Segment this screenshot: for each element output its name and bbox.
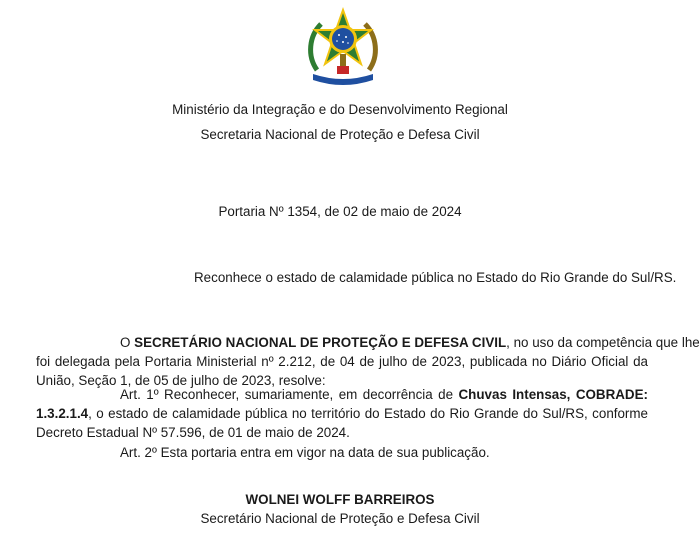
document-summary: Reconhece o estado de calamidade pública no Estado do Rio Grande do Sul/RS.: [194, 270, 677, 285]
article-1-line-1: [36, 385, 648, 404]
document-title: Portaria Nº 1354, de 02 de maio de 2024: [218, 204, 462, 219]
disaster-event: Chuvas Intensas, COBRADE:: [458, 387, 648, 402]
preamble-line-1: [36, 333, 700, 352]
article-1-line-2: [36, 404, 648, 423]
signatory-role: Secretário Nacional de Proteção e Defesa Civil: [200, 511, 480, 526]
article-1-line-3: Decreto Estadual Nº 57.596, de 01 de maio de 2024.: [36, 425, 350, 440]
preamble-line-1-rest: , no uso da competência que lhe: [506, 335, 700, 350]
brazil-coat-of-arms-icon: [303, 8, 383, 88]
preamble-line-2: foi delegada pela Portaria Ministerial nº 2.212, de 04 de julho de 2023, publicada no Diário Oficial da: [36, 354, 648, 369]
ministry-name: Ministério da Integração e do Desenvolvimento Regional: [172, 102, 508, 117]
article-1: [36, 385, 648, 442]
secretariat-name: Secretaria Nacional de Proteção e Defesa Civil: [200, 127, 480, 142]
signatory-name: WOLNEI WOLFF BARREIROS: [245, 492, 435, 507]
preamble-line-3: União, Seção 1, de 05 de julho de 2023, resolve:: [36, 373, 326, 388]
authority-name: SECRETÁRIO NACIONAL DE PROTEÇÃO E DEFESA CIVIL: [134, 335, 507, 350]
article-1-lead: Art. 1º Reconhecer, sumariamente, em decorrência de: [120, 387, 454, 402]
article-2: Art. 2º Esta portaria entra em vigor na data de sua publicação.: [120, 445, 490, 460]
article-1-line-2-rest: , o estado de calamidade pública no território do Estado do Rio Grande do Sul/RS, conforme: [88, 406, 648, 421]
preamble-opening: O: [120, 335, 131, 350]
preamble: [36, 333, 700, 390]
cobrade-code: 1.3.2.1.4: [36, 406, 89, 421]
